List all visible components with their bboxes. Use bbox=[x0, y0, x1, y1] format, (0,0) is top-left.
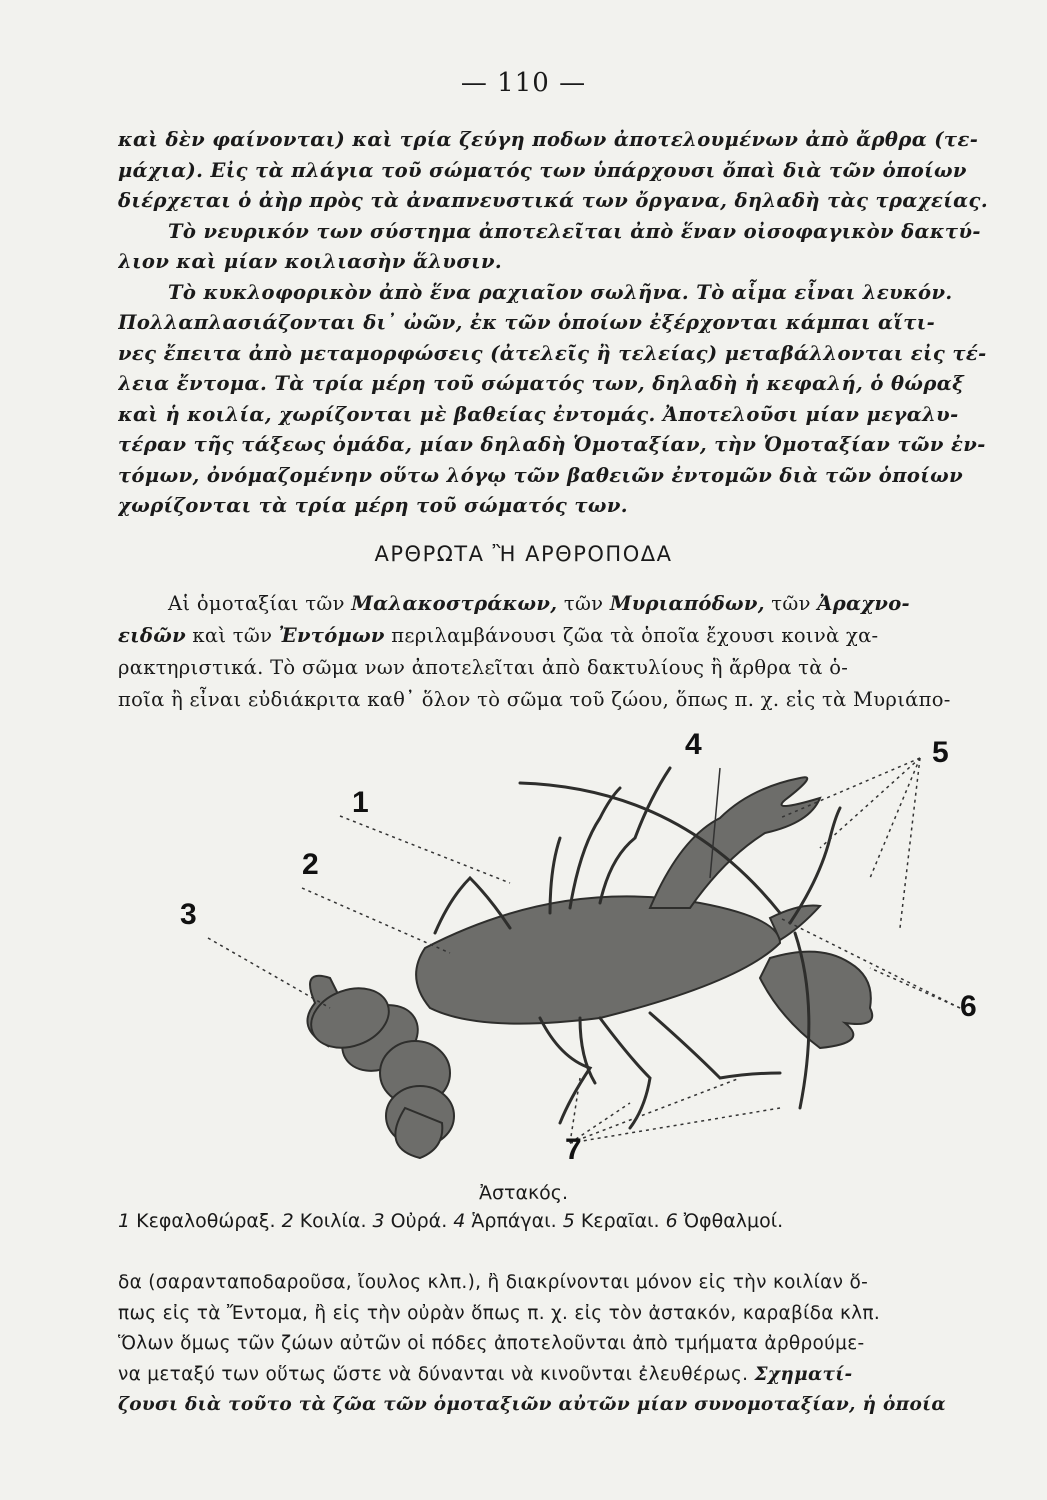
text-line: τέραν τῆς τάξεως ὁμάδα, μίαν δηλαδὴ Ὁμοταξίαν, τὴν Ὁμοταξίαν τῶν ἐν- bbox=[118, 433, 986, 456]
term-arachnida: Ἀραχνο- bbox=[817, 592, 910, 615]
figure-label-3: 3 bbox=[180, 898, 197, 931]
figure-label-4: 4 bbox=[685, 728, 702, 761]
text-line: λεια ἔντομα. Τὰ τρία μέρη τοῦ σώματός των, δηλαδὴ ἡ κεφαλή, ὁ θώραξ bbox=[118, 372, 965, 395]
text-line: τόμων, ὀνόμαζομένην οὕτω λόγῳ τῶν βαθειῶν ἐντομῶν διὰ τῶν ὁποίων bbox=[118, 463, 963, 487]
text-run-italic: Σχηματί- bbox=[754, 1363, 853, 1385]
legend-number: 2 bbox=[281, 1210, 294, 1232]
text-line: διέρχεται ὁ ἀὴρ πρὸς τὰ ἀναπνευστικά των ὄργανα, δηλαδὴ τὰς τραχείας. bbox=[118, 189, 989, 212]
text-line: δα (σαρανταποδαροῦσα, ἴουλος κλπ.), ἢ διακρίνονται μόνον εἰς τὴν κοιλίαν ὅ- bbox=[118, 1272, 869, 1293]
term-malacostraca: Μαλακοστράκων, bbox=[351, 592, 558, 615]
figure-caption-title: Ἀστακός. bbox=[478, 1182, 569, 1204]
figure-label-7: 7 bbox=[565, 1133, 582, 1166]
text-line: χωρίζονται τὰ τρία μέρη τοῦ σώματός των. bbox=[118, 494, 628, 517]
text-line: Τὸ κυκλοφορικὸν ἀπὸ ἕνα ραχιαῖον σωλῆνα. Τὸ αἷμα εἶναι λευκόν. bbox=[168, 280, 953, 304]
text-line: ρακτηριστικά. Τὸ σῶμα νων ἀποτελεῖται ἀπὸ δακτυλίους ἢ ἄρθρα τὰ ὁ- bbox=[118, 656, 849, 679]
text-run: τῶν bbox=[557, 592, 610, 615]
figure-label-5: 5 bbox=[932, 736, 949, 769]
text-line: μάχια). Εἰς τὰ πλάγια τοῦ σώματός των ὑπάρχουσι ὄπαὶ διὰ τῶν ὁποίων bbox=[118, 158, 967, 182]
legend-number: 4 bbox=[453, 1210, 466, 1232]
legend-number: 1 bbox=[118, 1210, 131, 1232]
text-run: καὶ τῶν bbox=[185, 624, 279, 647]
text-run: Αἱ ὁμοταξίαι τῶν bbox=[168, 592, 352, 615]
legend-text: Ὀφθαλμοί. bbox=[677, 1210, 784, 1232]
legend-number: 6 bbox=[665, 1210, 678, 1232]
figure-label-6: 6 bbox=[960, 990, 977, 1023]
legend-text: Κεφαλοθώραξ. bbox=[130, 1210, 282, 1232]
page-number: — 110 — bbox=[460, 68, 587, 98]
text-line: ποῖα ἢ εἶναι εὐδιάκριτα καθ᾽ ὅλον τὸ σῶμα τοῦ ζώου, ὅπως π. χ. εἰς τὰ Μυριάπο- bbox=[118, 688, 951, 711]
paragraph-insects bbox=[118, 125, 1043, 522]
text-line bbox=[118, 1390, 1043, 1421]
figure-label-1: 1 bbox=[352, 786, 369, 819]
text-run: τῶν bbox=[764, 592, 818, 615]
text-line bbox=[118, 1360, 1043, 1391]
text-line: Τὸ νευρικόν των σύστημα ἀποτελεῖται ἀπὸ ἕναν οἰσοφαγικὸν δακτύ- bbox=[168, 219, 981, 243]
legend-text: Κοιλία. bbox=[293, 1210, 373, 1232]
text-line: λιον καὶ μίαν κοιλιασὴν ἅλυσιν. bbox=[118, 250, 503, 273]
section-heading: ΑΡΘΡΩΤΑ Ἢ ΑΡΘΡΟΠΟΔΑ bbox=[374, 542, 673, 566]
figure-legend bbox=[118, 1210, 1043, 1232]
text-line: καὶ δὲν φαίνονται) καὶ τρία ζεύγη ποδων ἀποτελουμένων ἀπὸ ἄρθρα (τε- bbox=[118, 128, 979, 151]
term-insecta: Ἐντόμων bbox=[278, 624, 385, 647]
text-run: περιλαμβάνουσι ζῶα τὰ ὁποῖα ἔχουσι κοινὰ χα- bbox=[384, 624, 879, 647]
paragraph-arthropods bbox=[118, 588, 1043, 716]
lobster-figure bbox=[180, 728, 1000, 1178]
text-line: καὶ ἡ κοιλία, χωρίζονται μὲ βαθείας ἐντομάς. Ἀποτελοῦσι μίαν μεγαλυ- bbox=[118, 402, 959, 426]
text-run-italic: ζουσι διὰ τοῦτο τὰ ζῶα τῶν ὁμοταξιῶν αὐτῶν μίαν συνομοταξίαν, ἡ ὁποία bbox=[118, 1394, 946, 1415]
text-line: πως εἰς τὰ Ἔντομα, ἢ εἰς τὴν οὐρὰν ὅπως π. χ. εἰς τὸν ἀστακόν, καραβίδα κλπ. bbox=[118, 1302, 881, 1324]
text-line bbox=[118, 588, 1043, 620]
lobster-illustration bbox=[180, 728, 1000, 1178]
text-line bbox=[118, 620, 1043, 652]
text-line: Ὅλων ὅμως τῶν ζώων αὐτῶν οἱ πόδες ἀποτελοῦνται ἀπὸ τμήματα ἀρθρούμε- bbox=[118, 1333, 865, 1354]
term-myriapoda: Μυριαπόδων, bbox=[609, 592, 765, 615]
legend-text: Οὐρά. bbox=[384, 1210, 454, 1232]
figure-label-2: 2 bbox=[302, 848, 319, 881]
text-line: Πολλαπλασιάζονται δι᾽ ὠῶν, ἐκ τῶν ὁποίων ἐξέρχονται κάμπαι αἵτι- bbox=[118, 311, 936, 334]
paragraph-continuation bbox=[118, 1268, 1043, 1421]
text-line: νες ἔπειτα ἀπὸ μεταμορφώσεις (ἀτελεῖς ἢ τελείας) μεταβάλλονται εἰς τέ- bbox=[118, 341, 987, 365]
legend-number: 5 bbox=[562, 1210, 575, 1232]
legend-number: 3 bbox=[372, 1210, 385, 1232]
term-arachnida-end: ειδῶν bbox=[118, 624, 186, 647]
legend-text: Κεραῖαι. bbox=[574, 1210, 666, 1232]
legend-text: Ἁρπάγαι. bbox=[465, 1210, 563, 1232]
text-run: να μεταξύ των οὕτως ὥστε νὰ δύνανται νὰ κινοῦνται ἐλευθέρως. bbox=[118, 1363, 755, 1385]
